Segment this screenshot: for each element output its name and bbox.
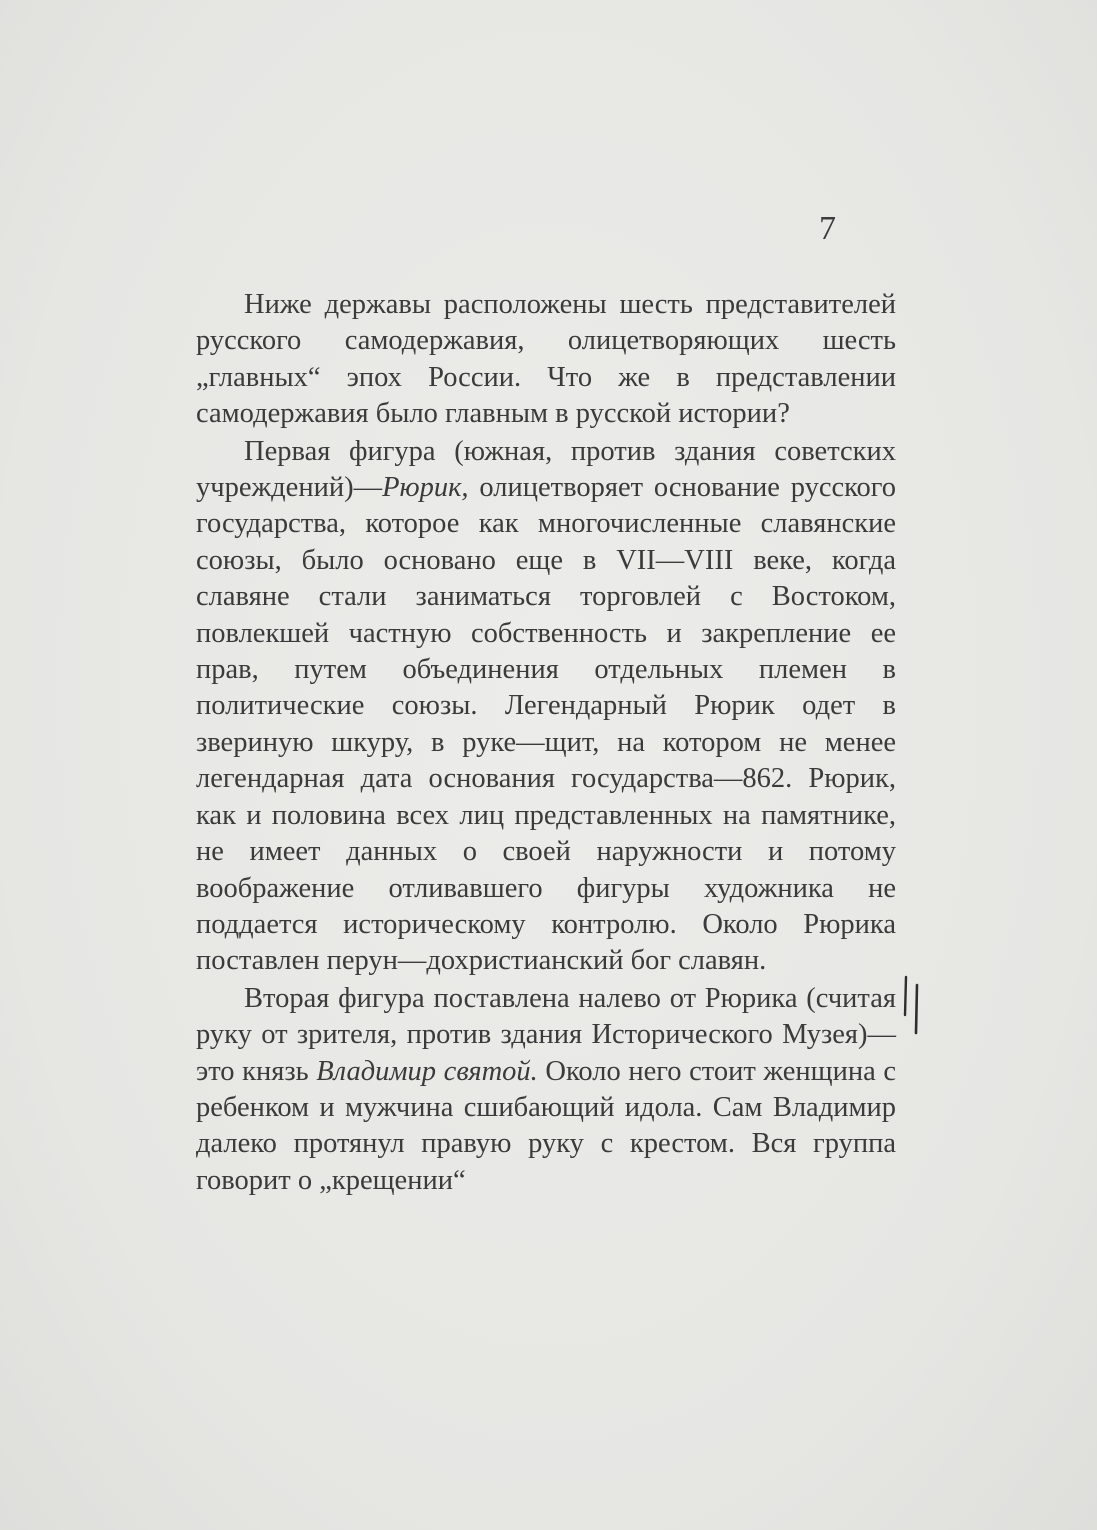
page-number: 7: [819, 210, 836, 247]
name-vladimir: Владимир святой.: [316, 1055, 538, 1087]
paragraph-2-rest: олицетворяет основание русского государства, которое как многочисленные славянские союзы, было основано еще в VII—VIII веке, когда славяне стали заниматься торговлей с Востоком, повлекшей частную собственность и закрепление ее прав, путем объединения отдельных племен в политические союзы. Легендарный Рюрик одет в звериную шкуру, в руке—щит, на котором не менее легендарная дата основания государства—862. Рюрик, как и половина всех лиц представленных на памятнике, не имеет данных о своей наружности и потому воображение отливавшего фигуры художника не поддается историческому контролю. Около Рюрика поставлен перун—дохристианский бог славян.: [196, 472, 896, 977]
paragraph-2-start: Первая фигура (южная, против здания советских учреждений)—: [196, 435, 896, 504]
paragraph-3-start: Вторая фигура поставлена налево от Рюрика (считая руку от зрителя, против здания Исторического Музея)—это князь: [196, 982, 896, 1087]
paragraph-1: Ниже державы расположены шесть представителей русского самодержавия, олицетворяющих шесть „главных“ эпох России. Что же в представлении самодержавия было главным в русской истории?: [196, 289, 896, 430]
margin-pencil-mark-icon: [902, 975, 926, 1037]
body-text: [196, 287, 896, 1199]
paragraph-3-rest: Около него стоит женщина с ребенком и мужчина сшибающий идола. Сам Владимир далеко протянул правую руку с крестом. Вся группа говорит о „крещении“: [196, 1055, 896, 1196]
paragraph-2: [196, 434, 896, 980]
paragraph-3: [196, 981, 896, 1199]
name-rurik: Рюрик,: [382, 472, 469, 504]
